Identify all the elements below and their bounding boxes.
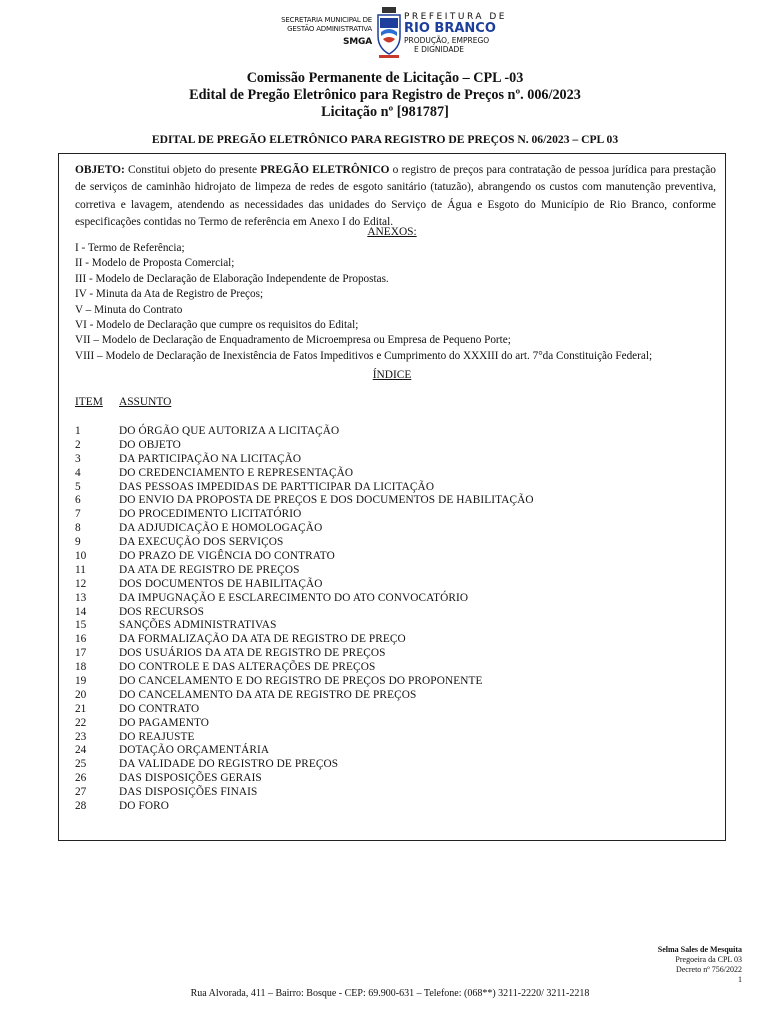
anexo-item: III - Modelo de Declaração de Elaboração Independente de Propostas.: [75, 272, 389, 285]
anexo-item: I - Termo de Referência;: [75, 242, 185, 254]
indice-item-number: 8: [75, 522, 81, 535]
objeto-paragraph: [75, 162, 716, 232]
indice-item-subject: SANÇÕES ADMINISTRATIVAS: [119, 619, 277, 632]
smga-acronym: SMGA: [343, 37, 372, 47]
indice-item-number: 16: [75, 633, 87, 646]
prefeitura-logo: [404, 12, 507, 54]
indice-row: [75, 606, 716, 620]
smga-line2: GESTÃO ADMINISTRATIVA: [287, 25, 372, 33]
smga-logo: [268, 16, 372, 49]
signature-block: [658, 945, 742, 985]
indice-item-number: 21: [75, 702, 87, 715]
indice-item-subject: DOS DOCUMENTOS DE HABILITAÇÃO: [119, 577, 323, 590]
page-footer: Rua Alvorada, 411 – Bairro: Bosque - CEP: 69.900-631 – Telefone: (068**) 3211-2220/ 3211-2218: [190, 988, 590, 999]
signer-name: Selma Sales de Mesquita: [657, 945, 742, 954]
indice-row: [75, 536, 716, 550]
anexos-list: [75, 241, 716, 364]
indice-heading: ÍNDICE: [372, 369, 412, 381]
indice-item-subject: DO FORO: [119, 800, 169, 813]
indice-row: [75, 425, 716, 439]
indice-item-subject: DA ATA DE REGISTRO DE PREÇOS: [119, 563, 300, 576]
indice-item-number: 24: [75, 744, 87, 757]
indice-item-number: 26: [75, 772, 87, 785]
pref-city: RIO BRANCO: [404, 21, 496, 36]
objeto-text-pre: Constitui objeto do presente: [124, 164, 261, 176]
indice-row: [75, 467, 716, 481]
indice-item-subject: DAS DISPOSIÇÕES FINAIS: [119, 786, 258, 799]
indice-row: [75, 689, 716, 703]
indice-row: [75, 772, 716, 786]
indice-row: [75, 439, 716, 453]
indice-item-subject: DO ÓRGÃO QUE AUTORIZA A LICITAÇÃO: [119, 425, 340, 437]
coat-of-arms-icon: [374, 6, 404, 60]
indice-item-subject: DA IMPUGNAÇÃO E ESCLARECIMENTO DO ATO CONVOCATÓRIO: [119, 591, 469, 604]
indice-row: [75, 758, 716, 772]
anexo-item: II - Modelo de Proposta Comercial;: [75, 257, 235, 270]
indice-item-subject: DO PRAZO DE VIGÊNCIA DO CONTRATO: [119, 550, 335, 563]
indice-item-number: 6: [75, 494, 81, 507]
indice-item-number: 15: [75, 619, 87, 632]
indice-item-subject: DA ADJUDICAÇÃO E HOMOLOGAÇÃO: [119, 522, 323, 535]
indice-row: [75, 675, 716, 689]
indice-item-subject: DO PAGAMENTO: [119, 716, 210, 729]
indice-item-subject: DOS USUÁRIOS DA ATA DE REGISTRO DE PREÇOS: [119, 647, 386, 660]
objeto-text-post: o registro de preços para contratação de pessoa jurídica para prestação de serviços de caminhão hidrojato de limpeza de redes de esgoto sanitário (tatuzão), abrangendo os custos com manutenção preventiva, corretiva e lavagem, atendendo as necessidades das unidades do Serviço de Água e Esgoto do Município de Rio Branco, conforme especificações contidas no Termo de referência em Anexo I do Edital.: [75, 164, 716, 229]
indice-item-subject: DA VALIDADE DO REGISTRO DE PREÇOS: [119, 758, 339, 771]
anexo-item: VIII – Modelo de Declaração de Inexistência de Fatos Impeditivos e Cumprimento do XXXIII do art. 7°da Constituição Federal;: [75, 349, 653, 362]
indice-item-number: 25: [75, 758, 87, 771]
indice-item-number: 7: [75, 508, 81, 521]
anexo-item: IV - Minuta da Ata de Registro de Preços;: [75, 288, 264, 301]
column-item: ITEM: [75, 396, 103, 408]
indice-item-subject: DA EXECUÇÃO DOS SERVIÇOS: [119, 536, 284, 549]
indice-item-number: 27: [75, 786, 87, 799]
indice-item-subject: DO CONTROLE E DAS ALTERAÇÕES DE PREÇOS: [119, 661, 376, 674]
indice-row: [75, 522, 716, 536]
anexo-item: V – Minuta do Contrato: [75, 303, 183, 316]
indice-item-subject: DO REAJUSTE: [119, 730, 195, 743]
column-assunto: ASSUNTO: [119, 396, 172, 408]
indice-item-number: 17: [75, 647, 87, 660]
signer-decree: Decreto nº 756/2022: [675, 965, 742, 974]
indice-row: [75, 647, 716, 661]
indice-item-subject: DOS RECURSOS: [119, 605, 205, 618]
indice-item-number: 20: [75, 688, 87, 701]
anexo-item: VII – Modelo de Declaração de Enquadramento de Microempresa ou Empresa de Pequeno Porte;: [75, 334, 511, 347]
content-box: [58, 153, 726, 841]
indice-row: [75, 717, 716, 731]
indice-item-number: 18: [75, 661, 87, 674]
indice-row: [75, 494, 716, 508]
pref-line4: E DIGNIDADE: [414, 45, 465, 54]
indice-row: [75, 661, 716, 675]
indice-item-number: 13: [75, 591, 87, 604]
indice-list: [75, 425, 716, 814]
title-line3: Licitação nº [981787]: [321, 104, 449, 120]
indice-item-subject: DO ENVIO DA PROPOSTA DE PREÇOS E DOS DOCUMENTOS DE HABILITAÇÃO: [119, 494, 534, 507]
indice-row: [75, 703, 716, 717]
indice-item-number: 14: [75, 605, 87, 618]
indice-item-number: 12: [75, 577, 87, 590]
indice-item-subject: DO OBJETO: [119, 438, 181, 451]
objeto-bold: PREGÃO ELETRÔNICO: [260, 164, 390, 176]
indice-item-number: 19: [75, 675, 87, 688]
indice-item-subject: DO PROCEDIMENTO LICITATÓRIO: [119, 508, 302, 521]
indice-row: [75, 633, 716, 647]
indice-item-subject: DA FORMALIZAÇÃO DA ATA DE REGISTRO DE PREÇO: [119, 633, 406, 646]
indice-row: [75, 578, 716, 592]
indice-column-headers: [75, 396, 172, 408]
anexos-heading: ANEXOS:: [367, 226, 417, 238]
indice-row: [75, 800, 716, 814]
title-line2: Edital de Pregão Eletrônico para Registro de Preços nº. 006/2023: [189, 87, 581, 103]
indice-row: [75, 619, 716, 633]
indice-item-subject: DO CREDENCIAMENTO E REPRESENTAÇÃO: [119, 466, 354, 479]
edital-subtitle: EDITAL DE PREGÃO ELETRÔNICO PARA REGISTRO DE PREÇOS N. 06/2023 – CPL 03: [151, 133, 619, 146]
smga-line1: SECRETARIA MUNICIPAL DE: [281, 16, 372, 24]
indice-item-number: 9: [75, 536, 81, 549]
document-titles: [0, 70, 770, 121]
indice-item-number: 2: [75, 438, 81, 451]
indice-item-number: 11: [75, 563, 86, 576]
indice-item-number: 22: [75, 716, 87, 729]
indice-item-subject: DAS PESSOAS IMPEDIDAS DE PARTTICIPAR DA LICITAÇÃO: [119, 480, 435, 493]
pref-line3: PRODUÇÃO, EMPREGO: [404, 36, 490, 45]
indice-row: [75, 453, 716, 467]
indice-row: [75, 564, 716, 578]
title-line1: Comissão Permanente de Licitação – CPL -03: [246, 70, 524, 86]
indice-item-number: 23: [75, 730, 87, 743]
indice-row: [75, 481, 716, 495]
indice-item-subject: DO CANCELAMENTO DA ATA DE REGISTRO DE PREÇOS: [119, 688, 417, 701]
signer-role: Pregoeira da CPL 03: [675, 955, 742, 964]
indice-row: [75, 508, 716, 522]
pref-line1: PREFEITURA DE: [404, 12, 507, 22]
indice-row: [75, 592, 716, 606]
objeto-label: OBJETO:: [75, 164, 125, 176]
indice-item-number: 10: [75, 550, 87, 563]
indice-item-number: 28: [75, 800, 87, 813]
indice-row: [75, 731, 716, 745]
indice-row: [75, 550, 716, 564]
page-number: 1: [738, 975, 742, 984]
indice-item-subject: DO CONTRATO: [119, 702, 200, 715]
indice-row: [75, 744, 716, 758]
indice-row: [75, 786, 716, 800]
indice-item-subject: DOTAÇÃO ORÇAMENTÁRIA: [119, 744, 270, 757]
document-header: [0, 6, 770, 68]
indice-item-number: 5: [75, 480, 81, 493]
indice-item-number: 1: [75, 425, 81, 437]
indice-item-subject: DAS DISPOSIÇÕES GERAIS: [119, 772, 262, 785]
indice-item-subject: DA PARTICIPAÇÃO NA LICITAÇÃO: [119, 452, 302, 465]
indice-item-subject: DO CANCELAMENTO E DO REGISTRO DE PREÇOS DO PROPONENTE: [119, 675, 483, 688]
anexo-item: VI - Modelo de Declaração que cumpre os requisitos do Edital;: [75, 319, 359, 332]
indice-item-number: 3: [75, 452, 81, 465]
indice-item-number: 4: [75, 466, 81, 479]
